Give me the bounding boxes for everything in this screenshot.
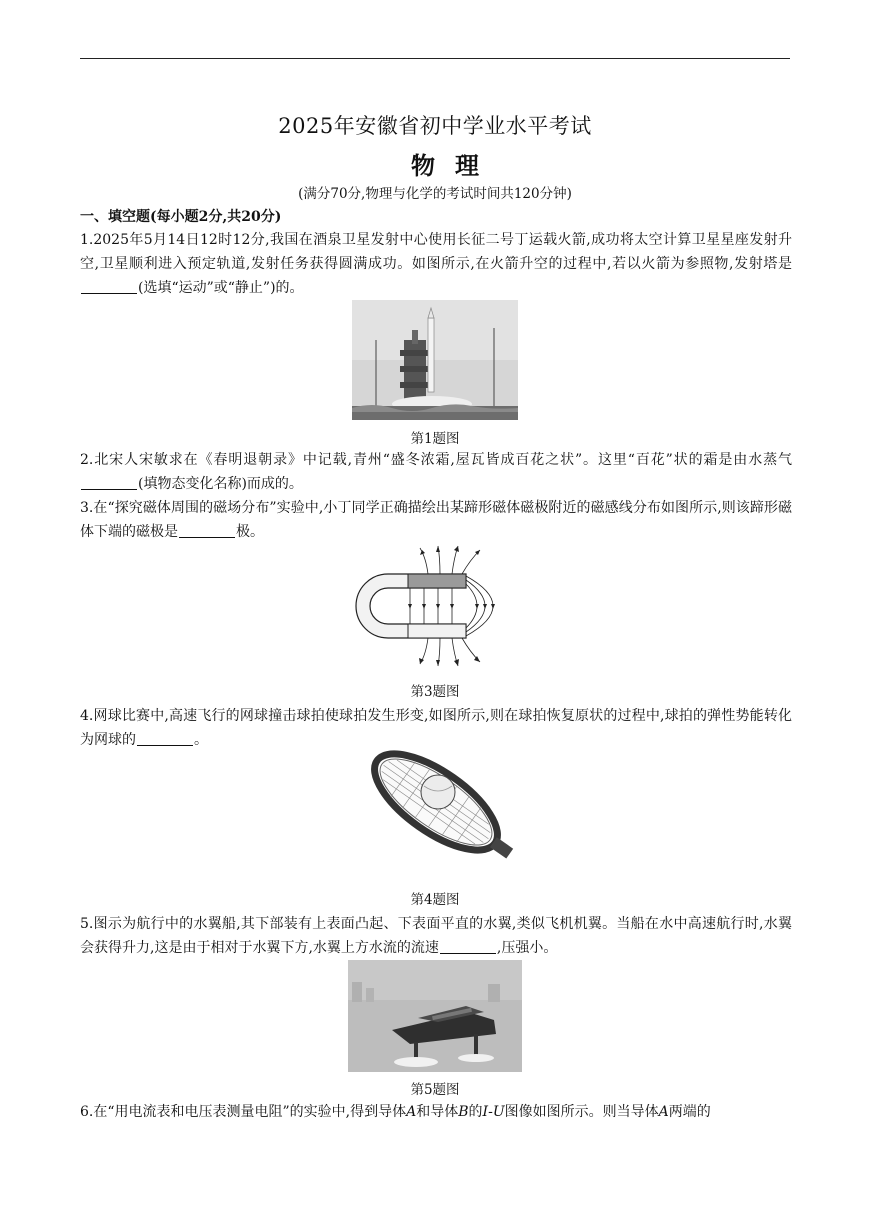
figure-caption-5: 第5题图 — [410, 1082, 460, 1098]
top-rule — [80, 58, 790, 59]
tennis-racket-diagram — [366, 744, 516, 868]
figure-caption-1: 第1题图 — [410, 431, 460, 447]
question-3: 3.在“探究磁体周围的磁场分布”实验中,小丁同学正确描绘出某蹄形磁体磁极附近的磁感线分布如图所示,则该蹄形磁体下端的磁极是 极。 — [80, 500, 792, 540]
exam-subject: 物理 — [411, 151, 499, 180]
answer-blank[interactable] — [81, 475, 137, 490]
answer-blank[interactable] — [137, 731, 193, 746]
exam-meta: (满分70分,物理与化学的考试时间共120分钟) — [298, 186, 572, 202]
answer-blank[interactable] — [179, 523, 235, 538]
question-5: 5.图示为航行中的水翼船,其下部装有上表面凸起、下表面平直的水翼,类似飞机机翼。当船在水中高速航行时,水翼会获得升力,这是由于相对于水翼下方,水翼上方水流的流速 ,压强小。 — [80, 916, 792, 956]
rocket-launch-photo — [352, 300, 518, 420]
exam-title: 2025年安徽省初中学业水平考试 — [278, 114, 592, 138]
horseshoe-magnet-diagram — [348, 544, 524, 668]
answer-blank[interactable] — [440, 939, 496, 954]
question-1: 1.2025年5月14日12时12分,我国在酒泉卫星发射中心使用长征二号丁运载火箭,成功将太空计算卫星星座发射升空,卫星顺利进入预定轨道,发射任务获得圆满成功。如图所示,在火箭升空的过程中,若以火箭为参照物,发射塔是(选填“运动”或“静止”)的。 — [80, 232, 792, 296]
question-2: 2.北宋人宋敏求在《春明退朝录》中记载,青州“盛冬浓霜,屋瓦皆成百花之状”。这里“百花”状的霜是由水蒸气(填物态变化名称)而成的。 — [80, 452, 792, 492]
question-4: 4.网球比赛中,高速飞行的网球撞击球拍使球拍发生形变,如图所示,则在球拍恢复原状的过程中,球拍的弹性势能转化为网球的 。 — [80, 708, 792, 748]
figure-caption-3: 第3题图 — [410, 684, 460, 700]
answer-blank[interactable] — [81, 279, 137, 294]
hydrofoil-boat-photo — [348, 960, 522, 1072]
section-heading: 一、填空题(每小题2分,共20分) — [80, 209, 282, 225]
question-6: 6.在“用电流表和电压表测量电阻”的实验中,得到导体A和导体B的I-U图像如图所示。则当导体A两端的 — [80, 1104, 711, 1120]
figure-caption-4: 第4题图 — [410, 892, 460, 908]
